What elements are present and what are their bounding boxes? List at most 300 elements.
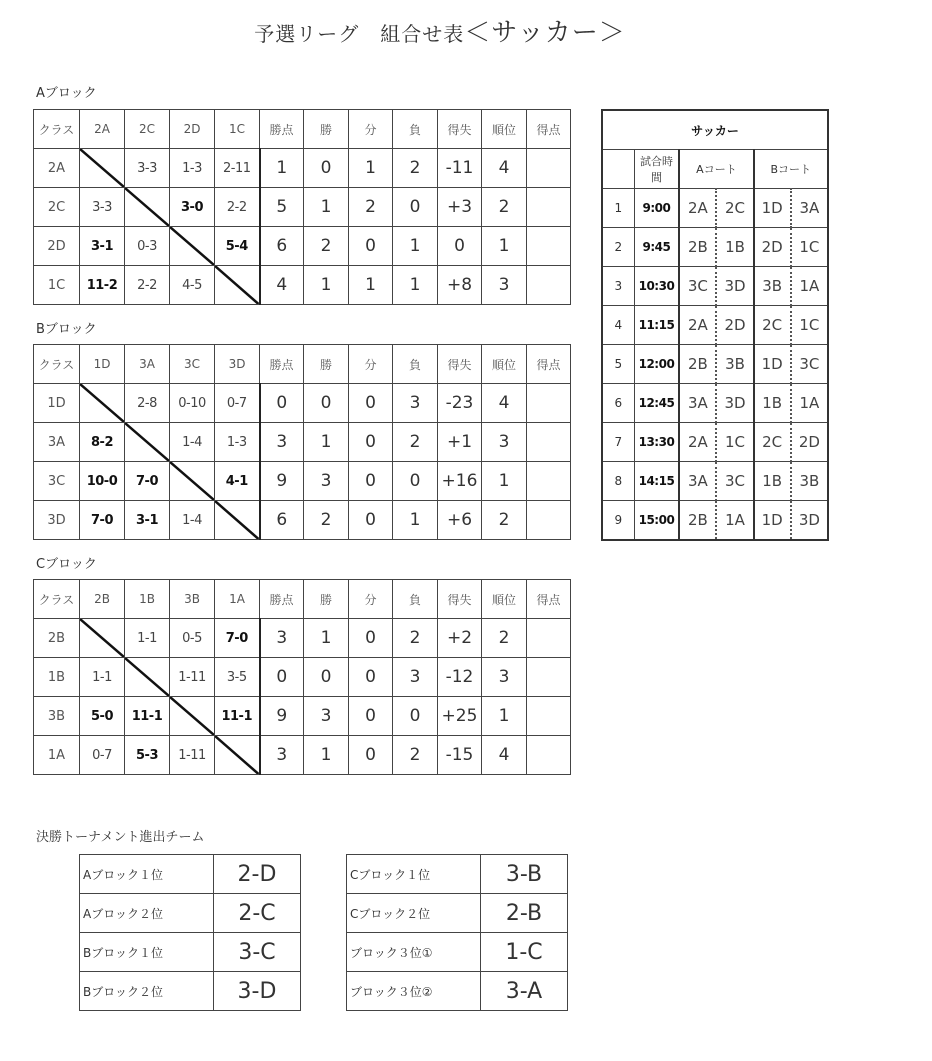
match-number: 1 [602, 189, 634, 228]
wins-cell: 2 [304, 501, 349, 540]
diagonal-cell [215, 736, 260, 775]
finals-slot-team: 3-D [214, 972, 301, 1011]
schedule-row [602, 462, 828, 501]
finals-row [80, 894, 301, 933]
match-score: 4-1 [215, 462, 260, 501]
match-score: 7-0 [215, 619, 260, 658]
wins-cell: 0 [304, 658, 349, 697]
court-b-team-1: 2D [754, 228, 791, 267]
match-score: 7-0 [80, 501, 125, 540]
rank-cell: 2 [482, 501, 527, 540]
header-draw: 分 [349, 345, 393, 384]
header-rank: 順位 [482, 580, 527, 619]
header-diff: 得失 [438, 580, 482, 619]
row-team: 1C [34, 266, 80, 305]
goal-diff-cell: +8 [438, 266, 482, 305]
draws-cell: 0 [349, 619, 393, 658]
points-cell: 6 [260, 227, 304, 266]
finals-table-right [346, 854, 568, 1011]
court-a-team-1: 2A [679, 189, 716, 228]
finals-slot-team: 2-C [214, 894, 301, 933]
finals-row [80, 933, 301, 972]
wins-cell: 3 [304, 697, 349, 736]
row-team: 2D [34, 227, 80, 266]
goal-diff-cell: +1 [438, 423, 482, 462]
diagonal-cell [170, 697, 215, 736]
court-b-team-2: 3D [791, 501, 828, 541]
table-row [34, 266, 571, 305]
court-a-team-2: 3B [716, 345, 753, 384]
table-row [34, 188, 571, 227]
goals-cell [527, 423, 571, 462]
finals-slot-team: 3-A [481, 972, 568, 1011]
points-cell: 9 [260, 697, 304, 736]
points-cell: 6 [260, 501, 304, 540]
row-team: 3B [34, 697, 80, 736]
diagonal-line [80, 619, 124, 657]
goal-diff-cell: -15 [438, 736, 482, 775]
points-cell: 3 [260, 736, 304, 775]
finals-slot-team: 3-B [481, 855, 568, 894]
header-goals: 得点 [527, 345, 571, 384]
match-time: 9:00 [634, 189, 679, 228]
finals-slot-label: ブロック３位② [347, 972, 481, 1011]
court-a-team-2: 3D [716, 384, 753, 423]
wins-cell: 0 [304, 384, 349, 423]
diagonal-line [125, 423, 169, 461]
match-score: 0-3 [125, 227, 170, 266]
rank-cell: 4 [482, 736, 527, 775]
match-score: 0-5 [170, 619, 215, 658]
court-a-team-2: 1B [716, 228, 753, 267]
match-score: 0-7 [215, 384, 260, 423]
points-cell: 4 [260, 266, 304, 305]
schedule-court-b-header: Bコート [754, 150, 828, 189]
wins-cell: 2 [304, 227, 349, 266]
diagonal-cell [170, 462, 215, 501]
block-label: Bブロック [36, 322, 97, 337]
draws-cell: 0 [349, 658, 393, 697]
row-team: 2B [34, 619, 80, 658]
row-team: 3A [34, 423, 80, 462]
match-score: 3-3 [80, 188, 125, 227]
header-team: 3C [170, 345, 215, 384]
finals-slot-team: 3-C [214, 933, 301, 972]
finals-label: 決勝トーナメント進出チーム [36, 830, 205, 845]
row-team: 2A [34, 149, 80, 188]
match-time: 9:45 [634, 228, 679, 267]
court-a-team-2: 1C [716, 423, 753, 462]
header-win: 勝 [304, 345, 349, 384]
diagonal-cell [80, 149, 125, 188]
losses-cell: 3 [393, 658, 438, 697]
losses-cell: 1 [393, 227, 438, 266]
diagonal-line [170, 697, 214, 735]
points-cell: 0 [260, 658, 304, 697]
table-header-row [34, 580, 571, 619]
match-score: 11-2 [80, 266, 125, 305]
schedule-table [601, 109, 829, 541]
diagonal-cell [125, 188, 170, 227]
header-team: 2B [80, 580, 125, 619]
draws-cell: 0 [349, 384, 393, 423]
wins-cell: 1 [304, 736, 349, 775]
diagonal-line [80, 149, 124, 187]
court-b-team-2: 1C [791, 228, 828, 267]
losses-cell: 2 [393, 736, 438, 775]
court-b-team-1: 2C [754, 423, 791, 462]
header-points: 勝点 [260, 345, 304, 384]
court-b-team-2: 1C [791, 306, 828, 345]
table-row [34, 736, 571, 775]
court-b-team-2: 2D [791, 423, 828, 462]
diagonal-line [125, 188, 169, 226]
court-a-team-1: 2B [679, 345, 716, 384]
diagonal-cell [170, 227, 215, 266]
goal-diff-cell: +3 [438, 188, 482, 227]
goal-diff-cell: +2 [438, 619, 482, 658]
header-loss: 負 [393, 580, 438, 619]
wins-cell: 3 [304, 462, 349, 501]
header-team: 1D [80, 345, 125, 384]
match-time: 13:30 [634, 423, 679, 462]
goals-cell [527, 384, 571, 423]
losses-cell: 2 [393, 423, 438, 462]
court-b-team-1: 1B [754, 462, 791, 501]
match-score: 3-1 [80, 227, 125, 266]
table-header-row [34, 345, 571, 384]
diagonal-line [170, 462, 214, 500]
match-number: 6 [602, 384, 634, 423]
match-number: 9 [602, 501, 634, 541]
court-b-team-2: 1A [791, 384, 828, 423]
table-row [34, 227, 571, 266]
finals-slot-label: Aブロック２位 [80, 894, 214, 933]
schedule-row [602, 228, 828, 267]
match-time: 12:00 [634, 345, 679, 384]
wins-cell: 1 [304, 266, 349, 305]
court-a-team-2: 2D [716, 306, 753, 345]
wins-cell: 0 [304, 149, 349, 188]
diagonal-line [215, 266, 259, 304]
court-a-team-2: 1A [716, 501, 753, 541]
row-team: 1D [34, 384, 80, 423]
match-number: 5 [602, 345, 634, 384]
row-team: 1B [34, 658, 80, 697]
match-score: 1-1 [125, 619, 170, 658]
losses-cell: 0 [393, 188, 438, 227]
court-a-team-1: 3A [679, 462, 716, 501]
match-score: 3-1 [125, 501, 170, 540]
goal-diff-cell: +6 [438, 501, 482, 540]
losses-cell: 0 [393, 462, 438, 501]
match-score: 1-4 [170, 501, 215, 540]
court-b-team-2: 1A [791, 267, 828, 306]
wins-cell: 1 [304, 423, 349, 462]
goals-cell [527, 658, 571, 697]
schedule-row [602, 501, 828, 541]
match-number: 2 [602, 228, 634, 267]
match-score: 2-8 [125, 384, 170, 423]
match-number: 7 [602, 423, 634, 462]
header-class: クラス [34, 580, 80, 619]
losses-cell: 0 [393, 697, 438, 736]
finals-table-left [79, 854, 301, 1011]
rank-cell: 3 [482, 266, 527, 305]
losses-cell: 2 [393, 149, 438, 188]
goals-cell [527, 266, 571, 305]
draws-cell: 2 [349, 188, 393, 227]
draws-cell: 0 [349, 462, 393, 501]
goal-diff-cell: +16 [438, 462, 482, 501]
match-score: 11-1 [125, 697, 170, 736]
header-team: 2A [80, 110, 125, 149]
schedule-row [602, 306, 828, 345]
goals-cell [527, 697, 571, 736]
match-score: 2-2 [215, 188, 260, 227]
goals-cell [527, 501, 571, 540]
diagonal-cell [125, 423, 170, 462]
match-score: 0-7 [80, 736, 125, 775]
page-title [0, 12, 880, 49]
schedule-no-header [602, 150, 634, 189]
header-team: 3D [215, 345, 260, 384]
match-time: 14:15 [634, 462, 679, 501]
match-number: 8 [602, 462, 634, 501]
title-main: 予選リーグ 組合せ表 [254, 22, 465, 46]
match-score: 1-4 [170, 423, 215, 462]
match-score: 3-3 [125, 149, 170, 188]
match-score: 3-0 [170, 188, 215, 227]
header-team: 3A [125, 345, 170, 384]
header-points: 勝点 [260, 580, 304, 619]
header-team: 3B [170, 580, 215, 619]
match-score: 1-1 [80, 658, 125, 697]
finals-slot-label: Cブロック１位 [347, 855, 481, 894]
header-loss: 負 [393, 345, 438, 384]
match-score: 1-11 [170, 736, 215, 775]
court-b-team-1: 1D [754, 501, 791, 541]
draws-cell: 0 [349, 736, 393, 775]
rank-cell: 1 [482, 697, 527, 736]
row-team: 3C [34, 462, 80, 501]
match-score: 1-3 [170, 149, 215, 188]
header-win: 勝 [304, 110, 349, 149]
goals-cell [527, 619, 571, 658]
points-cell: 5 [260, 188, 304, 227]
table-row [34, 697, 571, 736]
schedule-court-a-header: Aコート [679, 150, 753, 189]
header-points: 勝点 [260, 110, 304, 149]
finals-row [80, 972, 301, 1011]
points-cell: 0 [260, 384, 304, 423]
finals-slot-team: 2-D [214, 855, 301, 894]
goals-cell [527, 462, 571, 501]
diagonal-line [80, 384, 124, 422]
points-cell: 1 [260, 149, 304, 188]
header-diff: 得失 [438, 345, 482, 384]
court-a-team-1: 2B [679, 501, 716, 541]
schedule-row [602, 345, 828, 384]
court-b-team-1: 2C [754, 306, 791, 345]
draws-cell: 0 [349, 697, 393, 736]
court-b-team-2: 3B [791, 462, 828, 501]
row-team: 3D [34, 501, 80, 540]
goal-diff-cell: -23 [438, 384, 482, 423]
title-sub: ＜サッカー＞ [464, 18, 626, 48]
schedule-time-header: 試合時間 [634, 150, 679, 189]
header-team: 1C [215, 110, 260, 149]
court-b-team-2: 3C [791, 345, 828, 384]
match-score: 0-10 [170, 384, 215, 423]
table-row [34, 501, 571, 540]
match-number: 3 [602, 267, 634, 306]
draws-cell: 0 [349, 227, 393, 266]
rank-cell: 2 [482, 188, 527, 227]
match-score: 10-0 [80, 462, 125, 501]
header-diff: 得失 [438, 110, 482, 149]
losses-cell: 2 [393, 619, 438, 658]
court-a-team-2: 3D [716, 267, 753, 306]
draws-cell: 1 [349, 266, 393, 305]
match-score: 2-2 [125, 266, 170, 305]
rank-cell: 3 [482, 658, 527, 697]
finals-slot-team: 1-C [481, 933, 568, 972]
match-score: 2-11 [215, 149, 260, 188]
header-team: 1B [125, 580, 170, 619]
finals-row [80, 855, 301, 894]
goals-cell [527, 149, 571, 188]
league-table [33, 579, 571, 775]
table-row [34, 462, 571, 501]
header-team: 2C [125, 110, 170, 149]
match-score: 8-2 [80, 423, 125, 462]
court-a-team-1: 2A [679, 306, 716, 345]
diagonal-cell [215, 266, 260, 305]
court-b-team-1: 1D [754, 345, 791, 384]
table-header-row [34, 110, 571, 149]
finals-slot-label: ブロック３位① [347, 933, 481, 972]
draws-cell: 1 [349, 149, 393, 188]
header-team: 2D [170, 110, 215, 149]
rank-cell: 2 [482, 619, 527, 658]
goal-diff-cell: +25 [438, 697, 482, 736]
rank-cell: 4 [482, 149, 527, 188]
losses-cell: 1 [393, 266, 438, 305]
goal-diff-cell: -12 [438, 658, 482, 697]
league-table [33, 109, 571, 305]
league-table [33, 344, 571, 540]
schedule-row [602, 384, 828, 423]
match-score: 7-0 [125, 462, 170, 501]
table-row [34, 658, 571, 697]
losses-cell: 1 [393, 501, 438, 540]
table-row [34, 384, 571, 423]
header-rank: 順位 [482, 345, 527, 384]
court-b-team-1: 1B [754, 384, 791, 423]
finals-row [347, 972, 568, 1011]
match-score: 5-3 [125, 736, 170, 775]
diagonal-cell [80, 384, 125, 423]
goals-cell [527, 188, 571, 227]
finals-slot-label: Bブロック１位 [80, 933, 214, 972]
schedule-row [602, 189, 828, 228]
block-label: Cブロック [36, 557, 97, 572]
header-draw: 分 [349, 110, 393, 149]
court-a-team-1: 3C [679, 267, 716, 306]
match-score: 5-4 [215, 227, 260, 266]
finals-row [347, 894, 568, 933]
table-row [34, 149, 571, 188]
table-row [34, 423, 571, 462]
header-win: 勝 [304, 580, 349, 619]
header-class: クラス [34, 110, 80, 149]
rank-cell: 1 [482, 227, 527, 266]
header-class: クラス [34, 345, 80, 384]
diagonal-cell [125, 658, 170, 697]
match-time: 11:15 [634, 306, 679, 345]
schedule-row [602, 423, 828, 462]
diagonal-line [170, 227, 214, 265]
goal-diff-cell: -11 [438, 149, 482, 188]
points-cell: 9 [260, 462, 304, 501]
rank-cell: 3 [482, 423, 527, 462]
finals-slot-label: Aブロック１位 [80, 855, 214, 894]
finals-row [347, 855, 568, 894]
match-score: 4-5 [170, 266, 215, 305]
finals-slot-team: 2-B [481, 894, 568, 933]
finals-slot-label: Cブロック２位 [347, 894, 481, 933]
block-label: Aブロック [36, 86, 97, 101]
schedule-title: サッカー [602, 110, 828, 150]
match-score: 5-0 [80, 697, 125, 736]
draws-cell: 0 [349, 423, 393, 462]
match-score: 11-1 [215, 697, 260, 736]
wins-cell: 1 [304, 619, 349, 658]
diagonal-line [215, 736, 259, 774]
goal-diff-cell: 0 [438, 227, 482, 266]
court-b-team-1: 1D [754, 189, 791, 228]
match-time: 10:30 [634, 267, 679, 306]
diagonal-line [125, 658, 169, 696]
court-a-team-1: 2B [679, 228, 716, 267]
match-time: 12:45 [634, 384, 679, 423]
header-rank: 順位 [482, 110, 527, 149]
table-row [34, 619, 571, 658]
header-team: 1A [215, 580, 260, 619]
header-loss: 負 [393, 110, 438, 149]
schedule-row [602, 267, 828, 306]
goals-cell [527, 736, 571, 775]
header-goals: 得点 [527, 580, 571, 619]
court-a-team-2: 3C [716, 462, 753, 501]
points-cell: 3 [260, 619, 304, 658]
row-team: 1A [34, 736, 80, 775]
finals-slot-label: Bブロック２位 [80, 972, 214, 1011]
match-number: 4 [602, 306, 634, 345]
rank-cell: 4 [482, 384, 527, 423]
diagonal-cell [215, 501, 260, 540]
court-b-team-1: 3B [754, 267, 791, 306]
match-score: 1-3 [215, 423, 260, 462]
wins-cell: 1 [304, 188, 349, 227]
court-a-team-2: 2C [716, 189, 753, 228]
header-goals: 得点 [527, 110, 571, 149]
finals-row [347, 933, 568, 972]
goals-cell [527, 227, 571, 266]
rank-cell: 1 [482, 462, 527, 501]
header-draw: 分 [349, 580, 393, 619]
